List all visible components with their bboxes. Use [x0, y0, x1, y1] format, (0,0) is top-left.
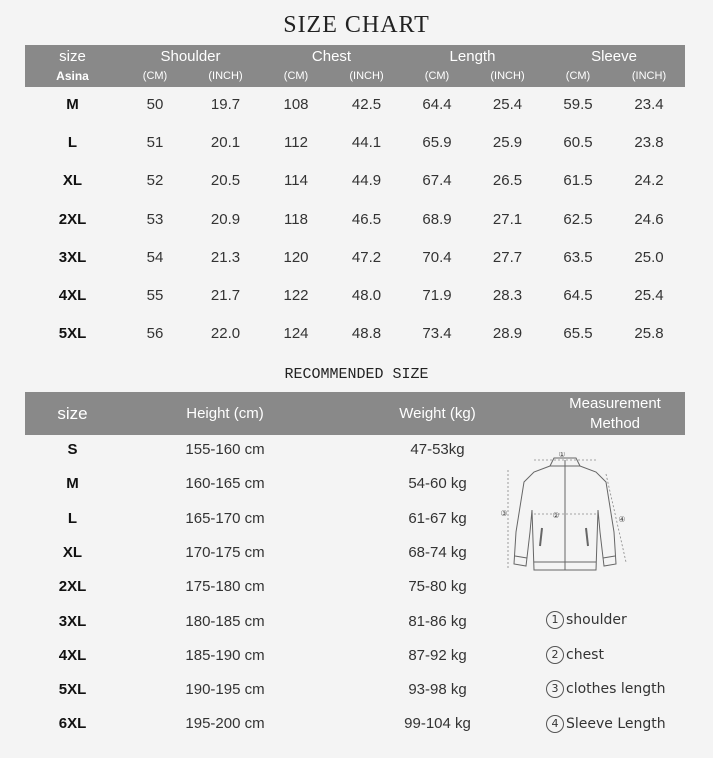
sleeve-inch: 23.4	[634, 96, 664, 113]
rec-weight-cell: 99-104 kg	[404, 715, 471, 733]
rec-weight-cell: 81-86 kg	[408, 612, 467, 630]
unit-cm: (CM)	[142, 70, 168, 82]
jacket-right-pocket	[586, 528, 588, 546]
legend-label: chest	[566, 647, 604, 663]
rec-weight-cell: 47-53kg	[410, 441, 465, 458]
chest-cm: 114	[284, 172, 308, 190]
rec-weight-cell: 87-92 kg	[408, 646, 467, 664]
rec-size-cell: 4XL	[58, 646, 87, 664]
rec-size-cell: 6XL	[58, 715, 87, 733]
rec-size-cell: S	[67, 441, 78, 458]
chest-inch: 48.0	[351, 287, 382, 304]
chest-cm: 118	[284, 210, 308, 228]
shoulder-header: Shoulder	[160, 48, 221, 65]
table-row	[25, 166, 685, 196]
legend-clothes-length	[546, 678, 666, 700]
size-cell: M	[66, 96, 79, 113]
rec-height-cell: 180-185 cm	[185, 612, 265, 630]
jacket-left-cuff	[515, 556, 527, 558]
chest-inch: 44.1	[351, 134, 382, 152]
legend-number: 1	[546, 611, 564, 629]
rec-height-cell: 195-200 cm	[185, 715, 265, 733]
length-inch: 25.9	[492, 134, 523, 152]
shoulder-inch: 20.9	[210, 210, 241, 228]
legend-number: 3	[546, 680, 564, 698]
rec-height-cell: 160-165 cm	[185, 475, 265, 493]
marker-1: ①	[558, 452, 566, 459]
sleeve-inch: 24.6	[634, 210, 664, 228]
size-chart-title: SIZE CHART	[283, 12, 430, 38]
rec-weight-cell: 93-98 kg	[408, 681, 467, 699]
sleeve-cm: 62.5	[563, 210, 593, 228]
sleeve-inch: 25.4	[634, 287, 664, 304]
unit-inch: (INCH)	[490, 70, 525, 82]
unit-inch: (INCH)	[208, 70, 243, 82]
jacket-right-cuff	[603, 556, 615, 558]
sleeve-inch: 23.8	[634, 134, 664, 152]
length-cm: 67.4	[422, 172, 452, 190]
shoulder-cm: 56	[146, 325, 164, 343]
table-row	[25, 205, 685, 235]
chest-inch: 42.5	[351, 96, 382, 113]
size-cell: 5XL	[58, 325, 87, 343]
sleeve-cm: 65.5	[563, 325, 593, 343]
rec-method-header-line1: Measurement	[569, 395, 661, 412]
recommended-header	[25, 392, 685, 435]
table-row	[25, 572, 505, 602]
table-row	[25, 281, 685, 311]
length-inch: 25.4	[492, 96, 523, 113]
rec-size-cell: 5XL	[58, 681, 87, 699]
size-chart-header	[25, 45, 685, 87]
legend-label: clothes length	[566, 681, 666, 697]
chest-inch: 48.8	[351, 325, 382, 343]
length-inch: 27.7	[492, 248, 523, 266]
rec-weight-cell: 54-60 kg	[408, 475, 467, 493]
brand-label: Asina	[56, 69, 89, 83]
table-row	[25, 641, 505, 671]
table-row	[25, 469, 505, 499]
shoulder-inch: 20.1	[210, 134, 241, 152]
rec-size-cell: XL	[62, 543, 83, 561]
size-cell: 2XL	[58, 210, 87, 228]
shoulder-inch: 19.7	[210, 96, 241, 113]
shoulder-inch: 21.7	[210, 287, 241, 304]
sleeve-cm: 63.5	[563, 248, 593, 266]
table-row	[25, 435, 505, 465]
sleeve-cm: 61.5	[563, 172, 593, 190]
rec-height-cell: 170-175 cm	[185, 543, 265, 561]
unit-cm: (CM)	[565, 70, 591, 82]
jacket-left-pocket	[540, 528, 542, 546]
rec-size-cell: M	[66, 475, 79, 493]
rec-height-cell: 165-170 cm	[185, 509, 265, 527]
unit-inch: (INCH)	[631, 70, 667, 82]
recommended-size-title: RECOMMENDED SIZE	[284, 366, 429, 383]
chest-inch: 44.9	[351, 172, 382, 190]
table-row	[25, 243, 685, 273]
rec-weight-cell: 61-67 kg	[408, 509, 467, 527]
length-inch: 27.1	[492, 210, 523, 228]
legend-number: 4	[546, 715, 564, 733]
legend-label: shoulder	[566, 612, 627, 628]
chest-cm: 120	[283, 248, 309, 266]
jacket-measurement-diagram	[498, 452, 632, 582]
shoulder-cm: 55	[146, 287, 164, 304]
table-row	[25, 128, 685, 158]
length-inch: 28.9	[492, 325, 523, 343]
chest-cm: 124	[283, 325, 309, 343]
shoulder-cm: 53	[146, 210, 164, 228]
length-cm: 65.9	[422, 134, 452, 152]
chest-cm: 108	[283, 96, 309, 113]
chest-inch: 47.2	[351, 248, 382, 266]
rec-height-cell: 185-190 cm	[185, 646, 265, 664]
length-header: Length	[449, 48, 496, 65]
shoulder-inch: 20.5	[210, 172, 241, 190]
table-row	[25, 675, 505, 705]
shoulder-inch: 21.3	[210, 248, 241, 266]
legend-shoulder	[546, 609, 627, 631]
rec-height-header: Height (cm)	[186, 405, 264, 422]
rec-weight-header: Weight (kg)	[399, 405, 476, 422]
shoulder-cm: 54	[146, 248, 164, 266]
length-inch: 28.3	[492, 287, 523, 304]
length-inch: 26.5	[492, 172, 523, 190]
shoulder-cm: 52	[146, 172, 164, 190]
size-cell: L	[67, 134, 78, 152]
chest-cm: 122	[283, 287, 309, 304]
length-cm: 71.9	[422, 287, 452, 304]
shoulder-cm: 51	[146, 134, 164, 152]
legend-number: 2	[546, 646, 564, 664]
rec-height-cell: 190-195 cm	[185, 681, 265, 699]
length-cm: 68.9	[422, 210, 452, 228]
rec-size-header: size	[57, 404, 88, 423]
table-row	[25, 709, 505, 739]
length-cm: 73.4	[422, 325, 452, 343]
sleeve-cm: 60.5	[563, 134, 593, 152]
unit-cm: (CM)	[424, 70, 450, 82]
legend-label: Sleeve Length	[566, 716, 666, 732]
marker-2: ②	[552, 511, 560, 520]
marker-3: ③	[500, 509, 508, 518]
rec-size-cell: L	[67, 509, 78, 527]
chest-cm: 112	[284, 134, 308, 152]
sleeve-cm: 59.5	[563, 96, 593, 113]
table-row	[25, 607, 505, 637]
shoulder-inch: 22.0	[210, 325, 241, 343]
size-cell: 3XL	[58, 248, 87, 266]
length-cm: 64.4	[422, 96, 452, 113]
sleeve-header: Sleeve	[591, 48, 637, 65]
table-row	[25, 538, 505, 568]
rec-method-header-line2: Method	[589, 415, 641, 432]
unit-inch: (INCH)	[349, 70, 384, 82]
sleeve-inch: 25.8	[634, 325, 664, 343]
rec-size-cell: 3XL	[58, 612, 87, 630]
size-cell: XL	[62, 172, 83, 190]
shoulder-cm: 50	[146, 96, 164, 113]
rec-weight-cell: 75-80 kg	[408, 578, 467, 596]
rec-height-cell: 175-180 cm	[185, 578, 265, 596]
table-row	[25, 90, 685, 120]
legend-chest	[546, 644, 604, 666]
table-row	[25, 504, 508, 534]
marker-4: ④	[618, 515, 626, 524]
length-cm: 70.4	[422, 248, 452, 266]
size-cell: 4XL	[58, 287, 87, 304]
chest-inch: 46.5	[351, 210, 382, 228]
table-row	[25, 319, 685, 349]
sleeve-inch: 24.2	[634, 172, 664, 190]
rec-weight-cell: 68-74 kg	[408, 543, 467, 561]
sleeve-cm: 64.5	[563, 287, 593, 304]
sleeve-inch: 25.0	[634, 248, 664, 266]
rec-size-cell: 2XL	[58, 578, 87, 596]
chest-header: Chest	[311, 48, 352, 65]
unit-cm: (CM)	[283, 70, 309, 82]
rec-height-cell: 155-160 cm	[185, 441, 265, 458]
legend-sleeve-length	[546, 713, 666, 735]
size-column-header: size	[59, 48, 86, 65]
